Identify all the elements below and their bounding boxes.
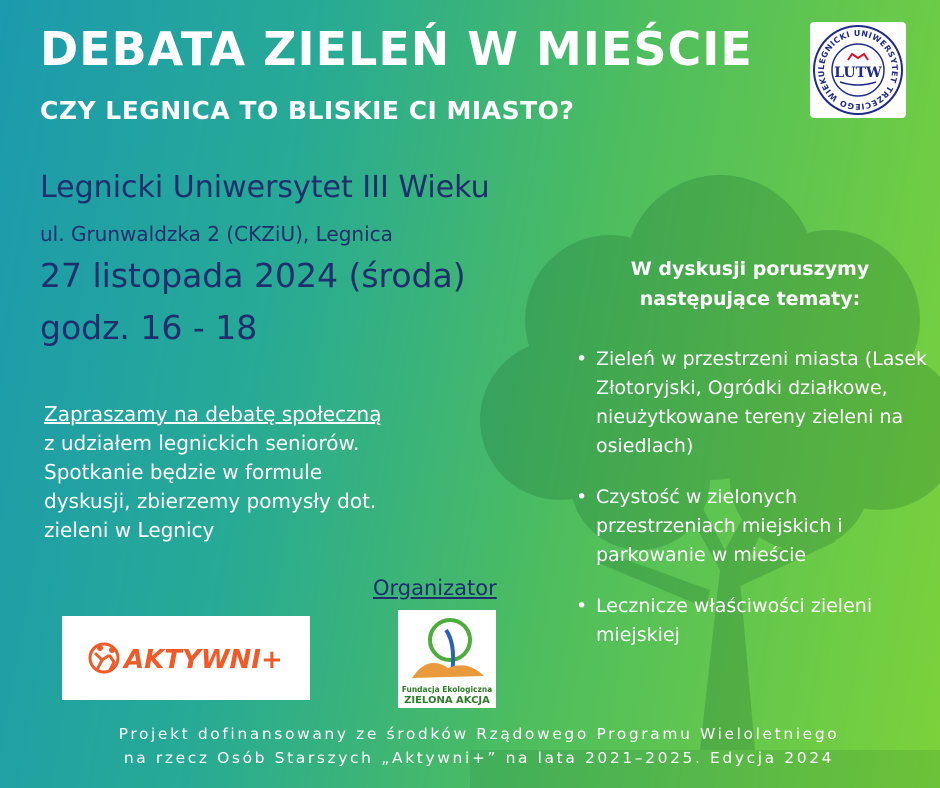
aktywni-logo-text: AKTYWNI+ [124, 645, 283, 675]
footer-line: na rzecz Osób Starszych „Aktywni+” na lata 2021–2025. Edycja 2024 [123, 749, 835, 767]
invitation-line: Spotkanie będzie w formule [44, 460, 323, 484]
footer-line: Projekt dofinansowany ze środków Rządowego Programu Wieloletniego [118, 725, 840, 743]
invitation-line: zieleni w Legnicy [44, 518, 215, 542]
invitation-line: z udziałem legnickich seniorów. [44, 431, 360, 455]
zielona-line2: ZIELONA AKCJA [404, 695, 490, 706]
lutw-emblem [810, 22, 906, 118]
invitation-text [44, 400, 464, 545]
zielona-line1: Fundacja Ekologiczna [401, 685, 493, 694]
lutw-logo-text: LUTW [834, 65, 882, 81]
footer-funding-note [24, 722, 934, 770]
organization-name: Legnicki Uniwersytet III Wieku [40, 170, 490, 205]
topics-list [574, 345, 934, 672]
zielona-akcja-emblem [398, 610, 496, 708]
topics-heading [600, 254, 900, 314]
topics-heading-line: W dyskusji poruszymy [630, 258, 870, 280]
topic-item: • Zieleń w przestrzeni miasta (Lasek Złotoryjski, Ogródki działkowe, nieużytkowane tereny zieleni na osiedlach) [574, 345, 934, 461]
topic-item: • Czystość w zielonych przestrzeniach miejskich i parkowanie w mieście [574, 483, 934, 570]
topic-item: • Lecznicze właściwości zieleni miejskiej [574, 592, 934, 650]
aktywni-logo [62, 616, 310, 700]
event-address: ul. Grunwaldzka 2 (CKZiU), Legnica [40, 222, 393, 246]
event-date: 27 listopada 2024 (środa) [40, 256, 466, 295]
aktywni-emblem [62, 616, 310, 700]
invitation-line: dyskusji, zbierzemy pomysły dot. [44, 489, 377, 513]
event-time: godz. 16 - 18 [40, 308, 258, 347]
lutw-ring-text: LEGNICKI UNIWERSYTET TRZECIEGO WIEKU [816, 28, 900, 112]
zielona-akcja-logo [398, 610, 496, 708]
invitation-headline: Zapraszamy na debatę społeczną [44, 402, 382, 426]
lutw-logo [810, 22, 906, 118]
topics-heading-line: następujące tematy: [639, 288, 861, 310]
organizer-label: Organizator [373, 576, 497, 600]
page-title: DEBATA ZIELEŃ W MIEŚCIE [40, 22, 753, 76]
page-subtitle: CZY LEGNICA TO BLISKIE CI MIASTO? [40, 96, 575, 125]
